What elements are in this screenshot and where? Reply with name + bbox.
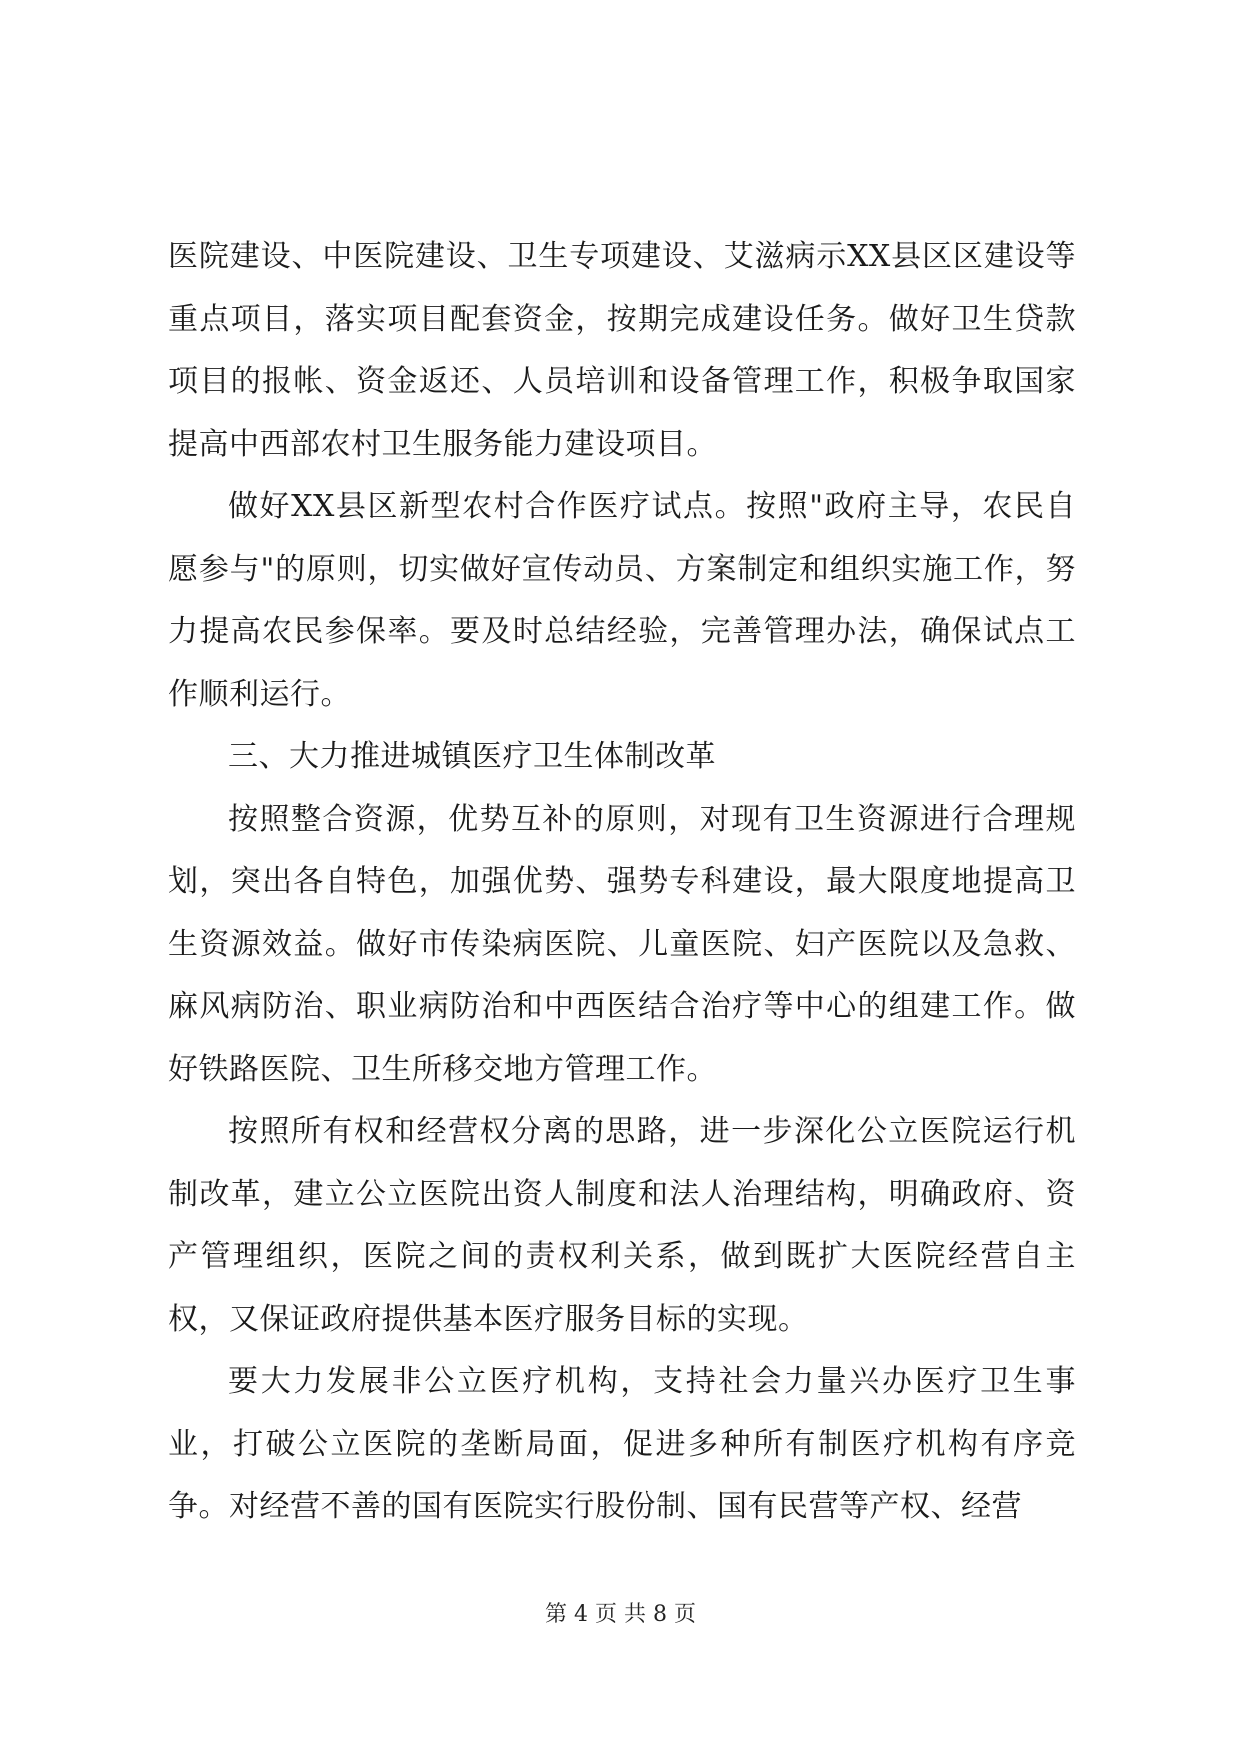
page-number: 第 4 页 共 8 页 bbox=[545, 1602, 696, 1627]
section-heading: 三、大力推进城镇医疗卫生体制改革 bbox=[228, 739, 716, 774]
page-footer bbox=[0, 1600, 1241, 1630]
paragraph-4: 按照所有权和经营权分离的思路，进一步深化公立医院运行机制改革，建立公立医院出资人制度和法人治理结构，明确政府、资产管理组织，医院之间的责权利关系，做到既扩大医院经营自主权，又保证政府提供基本医疗服务目标的实现。 bbox=[168, 1114, 1076, 1337]
paragraph-5: 要大力发展非公立医疗机构，支持社会力量兴办医疗卫生事业，打破公立医院的垄断局面，促进多种所有制医疗机构有序竞争。对经营不善的国有医院实行股份制、国有民营等产权、经营 bbox=[168, 1364, 1076, 1524]
document-body bbox=[168, 226, 1076, 1539]
paragraph-3: 按照整合资源，优势互补的原则，对现有卫生资源进行合理规划，突出各自特色，加强优势、强势专科建设，最大限度地提高卫生资源效益。做好市传染病医院、儿童医院、妇产医院以及急救、麻风病防治、职业病防治和中西医结合治疗等中心的组建工作。做好铁路医院、卫生所移交地方管理工作。 bbox=[168, 801, 1076, 1087]
paragraph-2: 做好XX县区新型农村合作医疗试点。按照"政府主导，农民自愿参与"的原则，切实做好宣传动员、方案制定和组织实施工作，努力提高农民参保率。要及时总结经验，完善管理办法，确保试点工作顺利运行。 bbox=[168, 489, 1076, 712]
paragraph-1: 医院建设、中医院建设、卫生专项建设、艾滋病示XX县区区建设等重点项目，落实项目配套资金，按期完成建设任务。做好卫生贷款项目的报帐、资金返还、人员培训和设备管理工作，积极争取国家提高中西部农村卫生服务能力建设项目。 bbox=[168, 239, 1076, 462]
